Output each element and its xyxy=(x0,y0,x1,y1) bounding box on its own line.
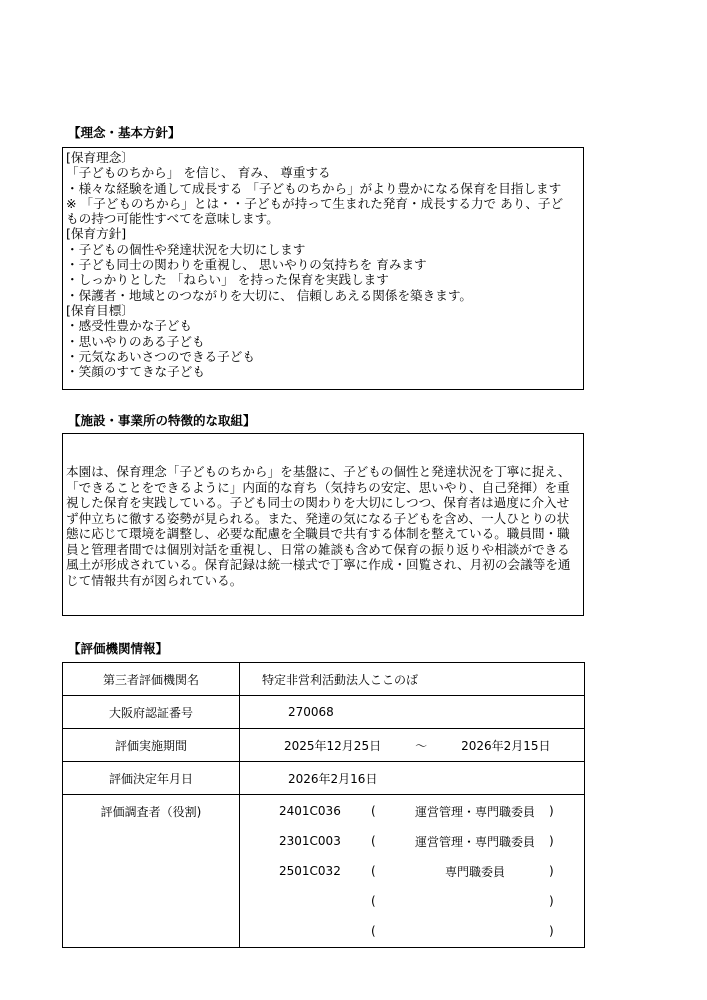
text-line: もの持つ可能性すべてを意味します。 xyxy=(66,211,279,227)
period-end: 2026年2月15日 xyxy=(461,738,551,753)
close-paren: ) xyxy=(549,894,554,908)
period-start: 2025年12月25日 xyxy=(284,738,382,753)
text-line: ・笑顔のすてきな子ども xyxy=(66,364,205,380)
text-line: 視した保育を実践している。子ども同士の関わりを大切にしつつ、保育者は過度に介入せ xyxy=(66,495,570,510)
close-paren: ) xyxy=(549,834,554,848)
evaluators-list xyxy=(240,795,585,948)
open-paren: ( xyxy=(371,864,376,878)
row-label: 評価調査者（役割) xyxy=(63,795,240,948)
evaluator-code: 2301C003 xyxy=(279,834,341,848)
text-line: [保育方針] xyxy=(66,226,127,242)
text-line: ・子どもの個性や発達状況を大切にします xyxy=(66,241,306,257)
text-line: 本園は、保育理念「子どものちから」を基盤に、子どもの個性と発達状況を丁寧に捉え、 xyxy=(66,464,571,479)
open-paren: ( xyxy=(371,804,376,818)
row-label: 評価実施期間 xyxy=(63,729,240,762)
text-line: ・感受性豊かな子ども xyxy=(66,318,192,334)
text-line: [保育理念〕 xyxy=(66,150,134,165)
section-heading-evaluator-info: 【評価機関情報】 xyxy=(68,641,169,656)
section-heading-features: 【施設・事業所の特徴的な取組】 xyxy=(68,413,256,428)
row-value: 270068 xyxy=(240,696,585,729)
open-paren: ( xyxy=(371,834,376,848)
row-label: 大阪府認証番号 xyxy=(63,696,240,729)
text-line: 態に応じて環境を調整し、必要な配慮を全職員で共有する体制を整えている。職員間・職 xyxy=(66,526,570,541)
text-line: ・様々な経験を通して成長する 「子どものちから」がより豊かになる保育を目指します xyxy=(66,180,562,196)
evaluator-row xyxy=(241,826,583,856)
text-line: ・元気なあいさつのできる子ども xyxy=(66,348,255,364)
evaluator-info-table xyxy=(62,662,585,948)
evaluator-row xyxy=(241,916,583,946)
text-line: ・しっかりとした 「ねらい」 を持った保育を実践します xyxy=(66,272,389,288)
open-paren: ( xyxy=(371,924,376,938)
table-row xyxy=(63,762,585,795)
row-label: 評価決定年月日 xyxy=(63,762,240,795)
close-paren: ) xyxy=(549,804,554,818)
evaluator-role: 運営管理・専門職委員 xyxy=(414,834,535,849)
period-separator: 〜 xyxy=(415,738,428,753)
close-paren: ) xyxy=(549,924,554,938)
evaluator-row xyxy=(241,886,583,916)
open-paren: ( xyxy=(371,894,376,908)
text-line: ・子ども同士の関わりを重視し、 思いやりの気持ちを 育みます xyxy=(66,257,427,273)
text-line: 「子どものちから」 を信じ、 育み、 尊重する xyxy=(66,165,331,181)
evaluator-code: 2401C036 xyxy=(279,804,341,818)
text-line: ・保護者・地域とのつながりを大切に、 信頼しあえる関係を築きます。 xyxy=(66,287,472,303)
evaluator-role: 運営管理・専門職委員 xyxy=(414,804,535,819)
text-line: 風土が形成されている。保育記録は統一様式で丁寧に作成・回覧され、月初の会議等を通 xyxy=(66,557,571,572)
table-row xyxy=(63,663,585,696)
text-line: [保育目標〕 xyxy=(66,302,134,318)
evaluator-role: 専門職委員 xyxy=(444,864,505,879)
row-label: 第三者評価機関名 xyxy=(63,663,240,696)
text-line: 「できることをできるように」内面的な育ち（気持ちの安定、思いやり、自己発揮）を重 xyxy=(66,479,570,495)
close-paren: ) xyxy=(549,864,554,878)
table-row xyxy=(63,696,585,729)
row-value: 2026年2月16日 xyxy=(240,762,585,795)
evaluator-row xyxy=(241,796,583,826)
philosophy-box xyxy=(62,147,584,390)
text-line: ※ 「子どものちから」とは・・子どもが持って生まれた発育・成長する力で あり、子ど xyxy=(66,195,564,211)
evaluator-code: 2501C032 xyxy=(279,864,341,878)
row-value: 特定非営利活動法人ここのば xyxy=(240,663,585,696)
text-line: ・思いやりのある子ども xyxy=(66,333,205,349)
text-line: 員と管理者間では個別対話を重視し、日常の雑談も含めて保育の振り返りや相談ができる xyxy=(66,541,570,557)
features-box xyxy=(62,433,584,616)
evaluator-row xyxy=(241,856,583,886)
section-heading-philosophy: 【理念・基本方針】 xyxy=(68,125,181,140)
text-line: ず仲立ちに徹する姿勢が見られる。また、発達の気になる子どもを含め、一人ひとりの状 xyxy=(66,510,570,526)
text-line: じて情報共有が図られている。 xyxy=(66,572,243,588)
table-row xyxy=(63,729,585,762)
table-row xyxy=(63,795,585,948)
